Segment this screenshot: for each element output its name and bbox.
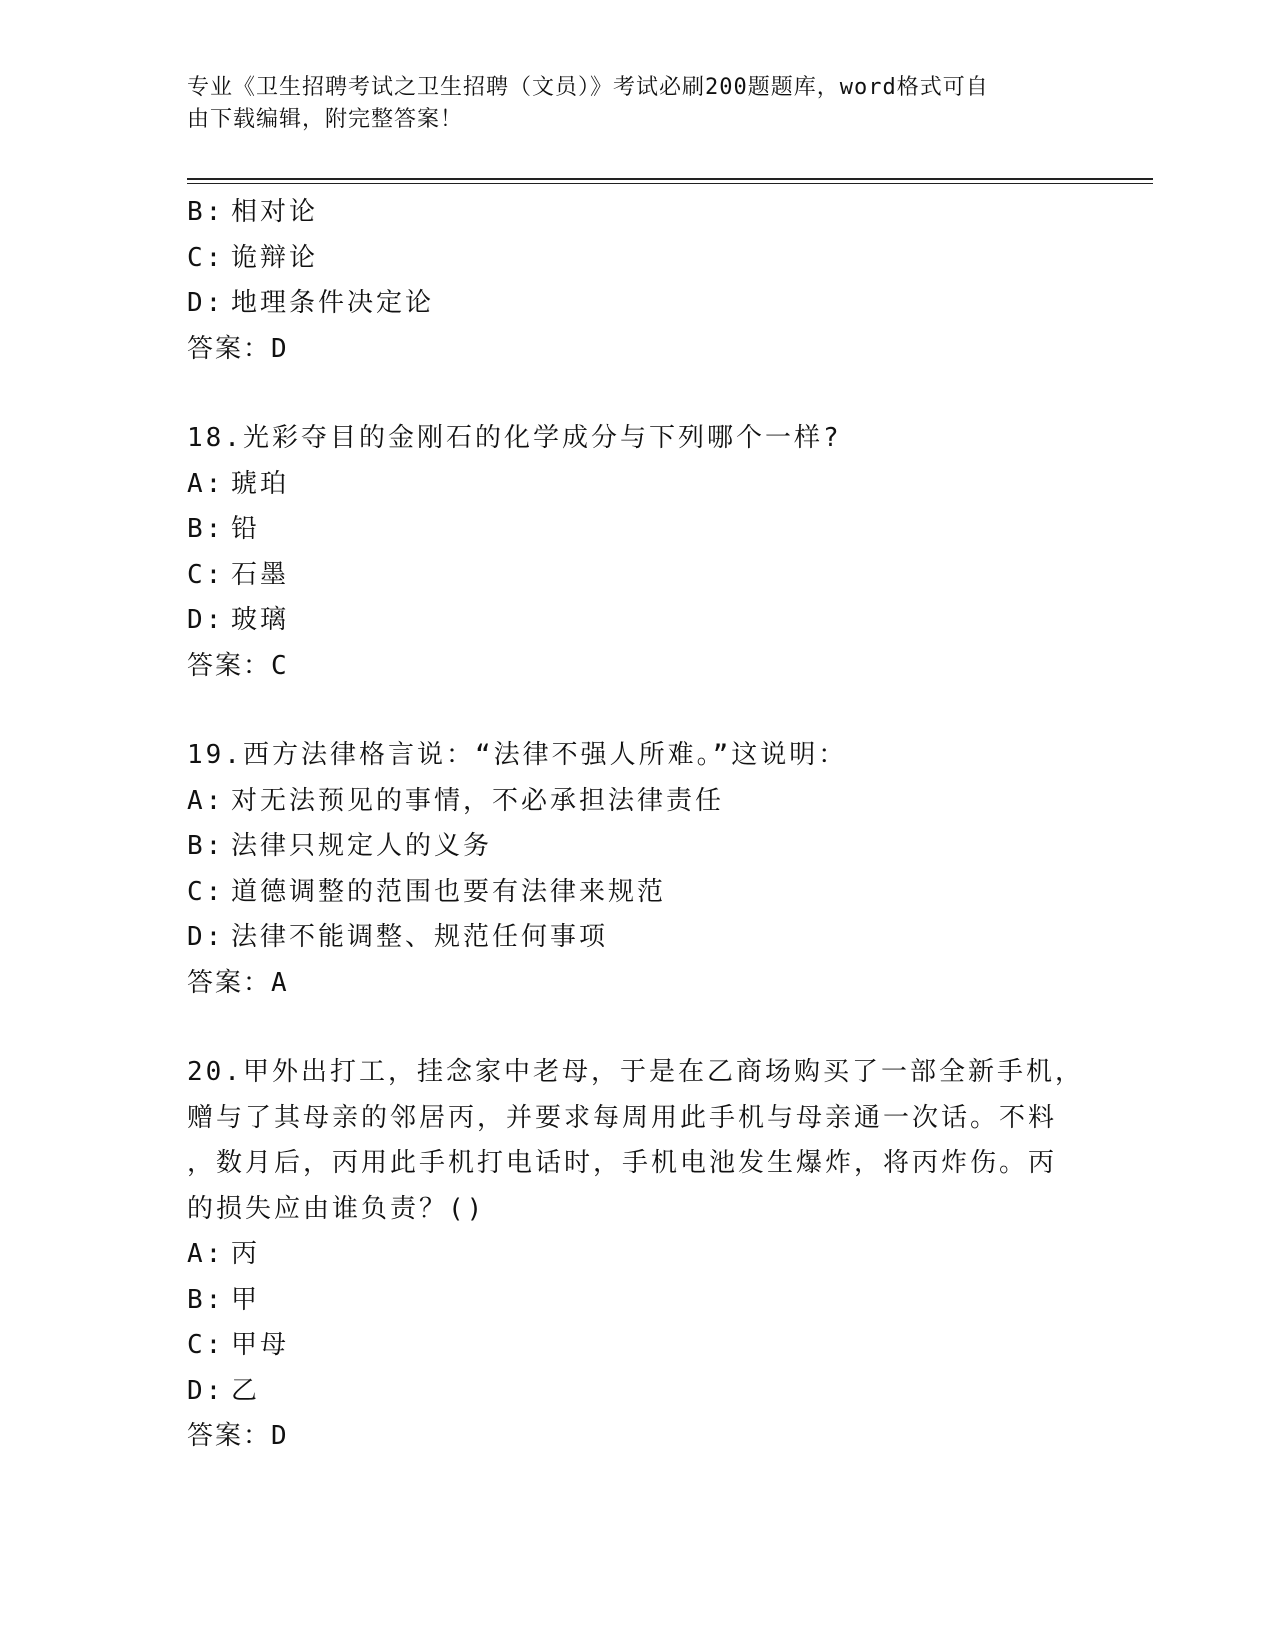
option-c: C: 石墨	[187, 559, 290, 590]
option-a: A: 琥珀	[187, 468, 290, 499]
option-b: B: 相对论	[187, 197, 319, 227]
question-text: 19.西方法律格言说：“法律不强人所难。”这说明：	[187, 740, 848, 770]
question-18	[187, 416, 1067, 689]
header-line-1: 专业《卫生招聘考试之卫生招聘（文员）》考试必刷200题题库，word格式可自	[187, 75, 989, 100]
answer-line: 答案：C	[187, 650, 289, 681]
option-c: C: 甲母	[187, 1330, 290, 1360]
answer-line: 答案：D	[187, 1421, 289, 1451]
option-b: B: 甲	[187, 1284, 261, 1315]
document-header	[187, 72, 1087, 136]
option-d: D: 玻璃	[187, 605, 290, 635]
option-b: B: 法律只规定人的义务	[187, 831, 493, 861]
option-b: B: 铅	[187, 514, 261, 544]
question-20	[187, 1050, 1084, 1460]
option-a: A: 对无法预见的事情，不必承担法律责任	[187, 785, 725, 816]
option-c: C: 道德调整的范围也要有法律来规范	[187, 876, 667, 907]
question-text: 20.甲外出打工，挂念家中老母，于是在乙商场购买了一部全新手机， 赠与了其母亲的邻居丙，并要求每周用此手机与母亲通一次话。不料 ，数月后，丙用此手机打电话时，手机电池发生爆炸，将丙炸伤。丙 的损失应由谁负责？()	[187, 1057, 1084, 1224]
question-text: 18.光彩夺目的金刚石的化学成分与下列哪个一样?	[187, 423, 842, 453]
header-line-2: 由下载编辑，附完整答案！	[187, 107, 464, 132]
header-divider-thick	[187, 178, 1153, 180]
option-d: D: 法律不能调整、规范任何事项	[187, 922, 609, 952]
question-17-continued	[187, 190, 1067, 372]
question-19	[187, 733, 1067, 1006]
answer-line: 答案：A	[187, 967, 289, 998]
header-divider-thin	[187, 183, 1153, 184]
answer-line: 答案：D	[187, 333, 289, 364]
question-content	[187, 190, 1084, 1460]
option-c: C: 诡辩论	[187, 242, 319, 273]
option-d: D: 地理条件决定论	[187, 288, 435, 318]
option-a: A: 丙	[187, 1239, 261, 1269]
option-d: D: 乙	[187, 1375, 261, 1406]
